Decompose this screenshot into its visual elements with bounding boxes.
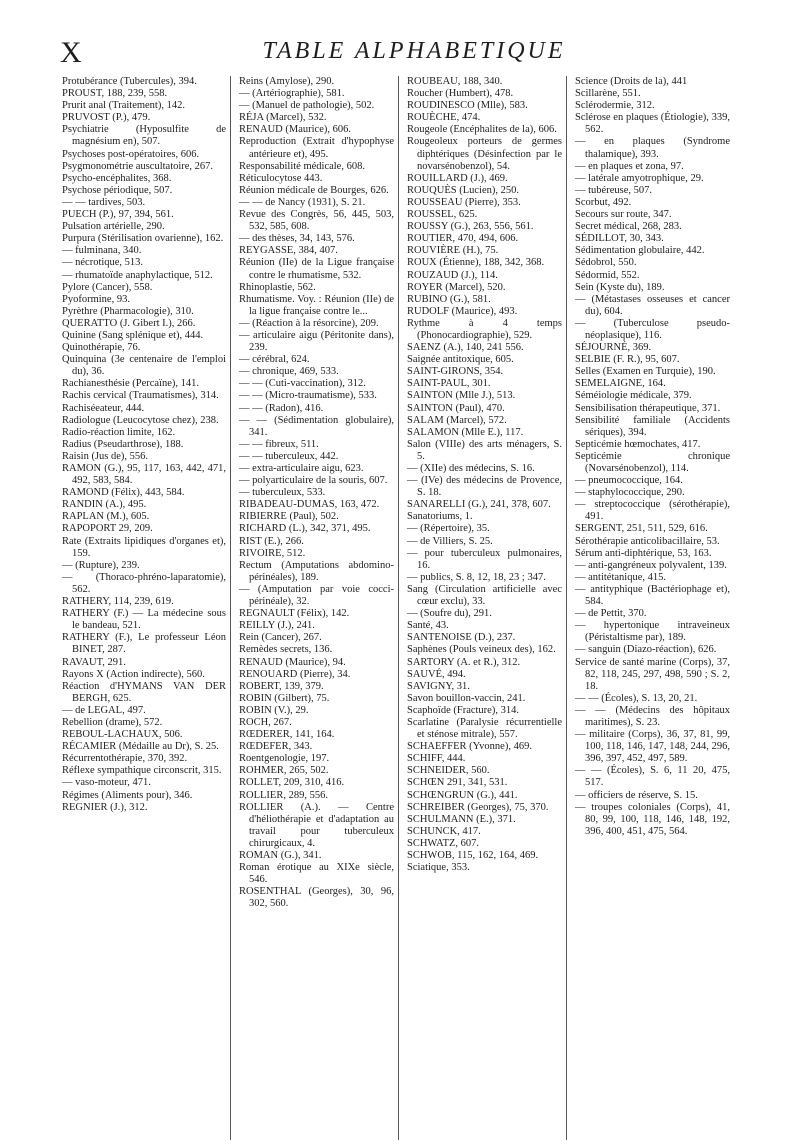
index-entry: — anti-gangréneux polyvalent, 139. <box>575 559 727 571</box>
index-column <box>230 76 398 1140</box>
index-entry: Rate (Extraits lipidiques d'organes et), 159. <box>62 535 226 559</box>
index-entry: — des thèses, 34, 143, 576. <box>239 233 355 245</box>
index-entry: — (Réaction à la résorcine), 209. <box>239 317 379 329</box>
index-entry: Sanatoriums, 1. <box>407 511 473 523</box>
index-entry: ROLLIER, 289, 556. <box>239 789 328 801</box>
index-entry: — cérébral, 624. <box>239 354 310 366</box>
index-entry: — pour tuberculeux pulmonaires, 16. <box>407 547 562 571</box>
index-entry: SEMELAIGNE, 164. <box>575 378 666 390</box>
index-entry: Rhinoplastie, 562. <box>239 281 316 293</box>
index-entry: Réticulocytose 443. <box>239 172 323 184</box>
index-entry: Sédormid, 552. <box>575 269 640 281</box>
index-entry: RIBIERRE (Paul), 502. <box>239 511 339 523</box>
index-entry: SÉJOURNÉ, 369. <box>575 342 652 354</box>
index-entry: Roentgenologie, 197. <box>239 753 330 765</box>
index-entry: RIVOIRE, 512. <box>239 547 306 559</box>
index-entry: Sensibilité familiale (Accidents sériques), 394. <box>575 414 730 438</box>
index-entry: RÉCAMIER (Médaille au Dr), S. 25. <box>62 741 219 753</box>
index-entry: Selles (Examen en Turquie), 190. <box>575 366 716 378</box>
index-entry: REGNIER (J.), 312. <box>62 801 148 813</box>
index-entry: — (Répertoire), 35. <box>407 523 490 535</box>
index-entry: Régimes (Aliments pour), 346. <box>62 789 193 801</box>
index-entry: Scarlatine (Paralysie récurrentielle et sténose mitrale), 557. <box>407 716 562 741</box>
index-entry: SÉDILLOT, 30, 343. <box>575 233 664 245</box>
index-entry: — — tuberculeux, 442. <box>239 450 339 462</box>
index-entry: Scorbut, 492. <box>575 196 632 208</box>
index-column <box>62 76 230 1140</box>
index-entry: — (IVe) des médecins de Provence, S. 18. <box>407 475 562 499</box>
index-entry: Psychose périodique, 507. <box>62 184 173 196</box>
index-entry: RAVAUT, 291. <box>62 656 126 668</box>
index-entry: QUERATTO (J. Gibert I.), 266. <box>62 317 196 329</box>
index-entry: — (Soufre du), 291. <box>407 608 492 620</box>
index-entry: ROUSSY (G.), 263, 556, 561. <box>407 221 534 233</box>
index-entry: SAINTON (Paul), 470. <box>407 402 505 414</box>
index-entry: RIBADEAU-DUMAS, 163, 472. <box>239 499 380 511</box>
index-entry: — militaire (Corps), 36, 37, 81, 99, 100, 118, 146, 147, 148, 244, 296, 396, 397, 452, 497, 589. <box>575 729 730 765</box>
index-entry: SALAMON (Mlle E.), 117. <box>407 426 524 438</box>
index-entry: Radiologue (Leucocytose chez), 238. <box>62 414 219 426</box>
index-entry: Raisin (Jus de), 556. <box>62 450 149 462</box>
index-entry: RIST (E.), 266. <box>239 535 304 547</box>
index-entry: — (Thoraco-phréno-laparatomie), 562. <box>62 571 226 595</box>
index-entry: — (Rupture), 239. <box>62 559 140 571</box>
index-entry: — latérale amyotrophique, 29. <box>575 172 704 184</box>
index-entry: REYGASSE, 384, 407. <box>239 245 338 257</box>
index-entry: Rectum (Amputations abdomino-périnéales), 189. <box>239 559 394 583</box>
index-entry: SANTENOISE (D.), 237. <box>407 632 516 644</box>
index-entry: — de Villiers, S. 25. <box>407 535 493 547</box>
index-entry: Savon bouillon-vaccin, 241. <box>407 692 526 704</box>
index-entry: Quinine (Sang splénique et), 444. <box>62 329 204 341</box>
page-title: TABLE ALPHABETIQUE <box>262 38 566 64</box>
index-entry: — (Métastases osseuses et cancer du), 604. <box>575 293 730 317</box>
index-entry: ROUDINESCO (Mlle), 583. <box>407 100 528 112</box>
index-entry: Rachianesthésie (Percaïne), 141. <box>62 378 200 390</box>
index-entry: ROUSSEL, 625. <box>407 209 478 221</box>
index-entry: Prurit anal (Traitement), 142. <box>62 100 185 112</box>
index-entry: SARTORY (A. et R.), 312. <box>407 656 521 668</box>
index-entry: — de Pettit, 370. <box>575 608 647 620</box>
index-entry: — publics, S. 8, 12, 18, 23 ; 347. <box>407 571 546 583</box>
index-entry: — antitétanique, 415. <box>575 571 666 583</box>
index-entry: Psychoses post-opératoires, 606. <box>62 148 200 160</box>
index-entry: Quinothérapie, 76. <box>62 342 141 354</box>
index-entry: Revue des Congrès, 56, 445, 503, 532, 585, 608. <box>239 209 394 233</box>
index-entry: Rhumatisme. Voy. : Réunion (IIe) de la ligue française contre le... <box>239 293 394 317</box>
index-entry: Science (Droits de la), 441 <box>575 76 688 87</box>
index-entry: SAINTON (Mlle J.), 513. <box>407 390 516 402</box>
index-entry: — chronique, 469, 533. <box>239 366 339 378</box>
index-entry: — (Tuberculose pseudo-néoplasique), 116. <box>575 317 730 341</box>
index-entry: Récurrentothérapie, 370, 392. <box>62 753 188 765</box>
index-entry: RŒDERER, 141, 164. <box>239 729 335 741</box>
index-entry: Rebellion (drame), 572. <box>62 716 163 728</box>
index-entry: PRUVOST (P.), 479. <box>62 112 151 124</box>
index-entry: ROUZAUD (J.), 114. <box>407 269 498 281</box>
index-entry: Rougeole (Encéphalites de la), 606. <box>407 124 557 136</box>
index-entry: — polyarticulaire de la souris, 607. <box>239 475 388 487</box>
index-entry: SAVIGNY, 31. <box>407 680 470 692</box>
index-entry: REBOUL-LACHAUX, 506. <box>62 729 183 741</box>
index-entry: — hypertonique intraveineux (Péristaltisme par), 189. <box>575 620 730 644</box>
index-entry: SCHULMANN (E.), 371. <box>407 813 516 825</box>
index-entry: Réaction d'HYMANS VAN DER BERGH, 625. <box>62 680 226 704</box>
index-entry: Sciatique, 353. <box>407 862 470 874</box>
index-entry: Saignée antitoxique, 605. <box>407 354 514 366</box>
index-entry: — officiers de réserve, S. 15. <box>575 789 698 801</box>
index-entry: ROMAN (G.), 341. <box>239 850 322 861</box>
index-entry: SAINT-PAUL, 301. <box>407 378 491 390</box>
index-entry: RATHERY (F.) — La médecine sous le bandeau, 521. <box>62 608 226 632</box>
index-entry: Pyrèthre (Pharmacologie), 310. <box>62 305 194 317</box>
index-entry: — — fibreux, 511. <box>239 438 319 450</box>
index-entry: — — (Radon), 416. <box>239 402 324 414</box>
index-entry: ROSENTHAL (Georges), 30, 96, 302, 560. <box>239 886 394 910</box>
index-entry: — nécrotique, 513. <box>62 257 144 269</box>
index-entry: ROUBEAU, 188, 340. <box>407 76 503 87</box>
index-entry: — streptococcique (sérothérapie), 491. <box>575 499 730 523</box>
index-entry: RATHERY, 114, 239, 619. <box>62 596 174 608</box>
index-entry: SCHŒNGRUN (G.), 441. <box>407 789 518 801</box>
index-entry: — — (Écoles), S. 6, 11 20, 475, 517. <box>575 765 730 789</box>
index-entry: SCHREIBER (Georges), 75, 370. <box>407 801 549 813</box>
index-entry: Sang (Circulation artificielle avec cœur exclu), 33. <box>407 583 562 608</box>
index-entry: ROHMER, 265, 502. <box>239 765 329 777</box>
index-entry: ROCH, 267. <box>239 716 292 728</box>
index-entry: ROUILLARD (J.), 469. <box>407 172 508 184</box>
index-entry: — (XIIe) des médecins, S. 16. <box>407 463 535 474</box>
index-entry: Radio-réaction limite, 162. <box>62 426 176 438</box>
index-entry: RŒDEFER, 343. <box>239 741 313 753</box>
index-entry: Rythme à 4 temps (Phonocardiographie), 529. <box>407 317 562 341</box>
index-entry: — pneumococcique, 164. <box>575 475 683 487</box>
page-number: X <box>60 36 83 69</box>
index-entry: Purpura (Stérilisation ovarienne), 162. <box>62 233 224 245</box>
index-entry: — articulaire aigu (Péritonite dans), 239. <box>239 329 394 354</box>
index-entry: Radius (Pseudarthrose), 188. <box>62 438 184 450</box>
index-entry: RENAUD (Maurice), 94. <box>239 656 346 668</box>
index-entry: — — tardives, 503. <box>62 196 146 208</box>
index-entry: Sensibilisation thérapeutique, 371. <box>575 402 721 414</box>
index-entry: Séméiologie médicale, 379. <box>575 390 692 402</box>
index-entry: Septicémie chronique (Novarsénobenzol), 114. <box>575 450 730 474</box>
index-entry: — staphylococcique, 290. <box>575 487 685 499</box>
index-entry: — extra-articulaire aigu, 623. <box>239 463 364 474</box>
index-entry: SAUVÉ, 494. <box>407 668 466 680</box>
index-entry: — — (Écoles), S. 13, 20, 21. <box>575 692 698 704</box>
index-entry: SAENZ (A.), 140, 241 556. <box>407 342 524 354</box>
index-entry: — en plaques et zona, 97. <box>575 160 684 172</box>
index-entry: RAMOND (Félix), 443, 584. <box>62 487 185 499</box>
index-entry: — — (Sédimentation globulaire), 341. <box>239 414 394 438</box>
index-column <box>566 76 734 1140</box>
index-entry: Service de santé marine (Corps), 37, 82, 118, 245, 297, 498, 590 ; S. 2, 18. <box>575 656 730 692</box>
index-entry: Remèdes secrets, 136. <box>239 644 333 656</box>
index-entry: Rachis cervical (Traumatismes), 314. <box>62 390 219 402</box>
index-entry: — (Artériographie), 581. <box>239 88 345 100</box>
index-entry: RUDOLF (Maurice), 493. <box>407 305 518 317</box>
index-entry: SAINT-GIRONS, 354. <box>407 366 504 378</box>
index-entry: SELBIE (F. R.), 95, 607. <box>575 354 680 366</box>
index-entry: Santé, 43. <box>407 620 449 632</box>
index-entry: SCHUNCK, 417. <box>407 825 481 837</box>
index-entry: Sein (Kyste du), 189. <box>575 281 665 293</box>
index-entry: SCHIFF, 444. <box>407 753 466 765</box>
index-entry: — de LEGAL, 497. <box>62 704 146 716</box>
index-entry: — (Manuel de pathologie), 502. <box>239 100 375 112</box>
index-entry: RANDIN (A.), 495. <box>62 499 147 511</box>
index-entry: ROLLET, 209, 310, 416. <box>239 777 345 789</box>
index-entry: SCHNEIDER, 560. <box>407 765 490 777</box>
index-entry: Sclérose en plaques (Étiologie), 339, 562. <box>575 112 730 136</box>
index-entry: Sédimentation globulaire, 442. <box>575 245 705 257</box>
index-entry: SCHWOB, 115, 162, 164, 469. <box>407 850 539 861</box>
index-entry: Saphènes (Pouls veineux des), 162. <box>407 644 556 656</box>
index-entry: ROUSSEAU (Pierre), 353. <box>407 196 521 208</box>
index-entry: Reins (Amylose), 290. <box>239 76 335 87</box>
index-entry: SCHŒN 291, 341, 531. <box>407 777 508 789</box>
index-entry: REILLY (J.), 241. <box>239 620 315 632</box>
index-entry: Sédobrol, 550. <box>575 257 637 269</box>
index-entry: SCHWATZ, 607. <box>407 837 480 849</box>
index-entry: Secours sur route, 347. <box>575 209 672 221</box>
index-entry: RAPLAN (M.), 605. <box>62 511 150 523</box>
index-entry: Pulsation artérielle, 290. <box>62 221 165 233</box>
index-entry: Scillarène, 551. <box>575 88 641 100</box>
index-entry: — — (Médecins des hôpitaux maritimes), S. 23. <box>575 704 730 728</box>
index-entry: RENAUD (Maurice), 606. <box>239 124 351 136</box>
index-entry: Rein (Cancer), 267. <box>239 632 322 644</box>
index-entry: Quinquina (3e centenaire de l'emploi du), 36. <box>62 354 226 378</box>
index-entry: Scaphoïde (Fracture), 314. <box>407 704 519 716</box>
index-entry: ROUTIER, 470, 494, 606. <box>407 233 519 245</box>
index-entry: SALAM (Marcel), 572. <box>407 414 507 426</box>
index-entry: Rougeoleux porteurs de germes diphtériques (Désinfection par le novarsénobenzol), 54. <box>407 136 562 172</box>
index-entry: PUECH (P.), 97, 394, 561. <box>62 209 174 221</box>
index-entry: — rhumatoïde anaphylactique, 512. <box>62 269 213 281</box>
index-entry: Sérothérapie anticolibacillaire, 53. <box>575 535 720 547</box>
index-entry: Secret médical, 268, 283. <box>575 221 682 233</box>
index-entry: — sanguin (Diazo-réaction), 626. <box>575 644 717 656</box>
index-entry: Roucher (Humbert), 478. <box>407 88 514 100</box>
index-entry: ROUX (Étienne), 188, 342, 368. <box>407 257 545 269</box>
index-entry: Psygmonométrie auscultatoire, 267. <box>62 160 214 172</box>
index-entry: — tuberculeux, 533. <box>239 487 326 499</box>
index-entry: Sclérodermie, 312. <box>575 100 655 112</box>
index-entry: ROUQUÈS (Lucien), 250. <box>407 184 519 196</box>
index-entry: — antityphique (Bactériophage et), 584. <box>575 583 730 608</box>
index-entry: Psychiatrie (Hyposulfite de magnésium en), 507. <box>62 124 226 148</box>
index-entry: Sérum anti-diphtérique, 53, 163. <box>575 547 712 559</box>
index-column <box>398 76 566 1140</box>
index-entry: Psycho-encéphalites, 368. <box>62 172 172 184</box>
index-entry: Réunion (IIe) de la Ligue française contre le rhumatisme, 532. <box>239 257 394 281</box>
index-entry: SANARELLI (G.), 241, 378, 607. <box>407 499 551 511</box>
index-entry: PROUST, 188, 239, 558. <box>62 88 168 100</box>
index-entry: RATHERY (F.), Le professeur Léon BINET, 287. <box>62 632 226 656</box>
index-entry: SERGENT, 251, 511, 529, 616. <box>575 523 708 535</box>
index-entry: REGNAULT (Félix), 142. <box>239 608 350 620</box>
index-entry: Rayons X (Action indirecte), 560. <box>62 668 205 680</box>
index-entry: — — (Micro-traumatisme), 533. <box>239 390 377 402</box>
index-entry: Protubérance (Tubercules), 394. <box>62 76 197 87</box>
index-entry: RUBINO (G.), 581. <box>407 293 491 305</box>
index-entry: Responsabilité médicale, 608. <box>239 160 365 172</box>
index-entry: RAMON (G.), 95, 117, 163, 442, 471, 492, 583, 584. <box>62 463 226 487</box>
index-entry: — (Amputation par voie cocci-périnéale), 32. <box>239 583 394 608</box>
index-entry: Pylore (Cancer), 558. <box>62 281 153 293</box>
index-entry: SCHAEFFER (Yvonne), 469. <box>407 741 532 753</box>
index-entry: ROBIN (V.), 29. <box>239 704 309 716</box>
index-entry: ROBIN (Gilbert), 75. <box>239 692 330 704</box>
index-entry: Réunion médicale de Bourges, 626. <box>239 184 389 196</box>
index-entry: — fulminana, 340. <box>62 245 142 257</box>
index-entry: Septicémie hœmochates, 417. <box>575 438 701 450</box>
index-entry: ROUVIÈRE (H.), 75. <box>407 245 499 257</box>
index-entry: Rachiséeateur, 444. <box>62 402 145 414</box>
index-entry: Salon (VIIIe) des arts ménagers, S. 5. <box>407 438 562 462</box>
index-entry: ROBERT, 139, 379. <box>239 680 324 692</box>
index-entry: — — de Nancy (1931), S. 21. <box>239 196 366 208</box>
index-entry: Reproduction (Extrait d'hypophyse antérieure et), 495. <box>239 136 394 160</box>
index-entry: RAPOPORT 29, 209. <box>62 523 153 535</box>
index-entry: — troupes coloniales (Corps), 41, 80, 99, 100, 118, 146, 148, 192, 396, 400, 451, 475, 564. <box>575 801 730 837</box>
index-entry: Pyoformine, 93. <box>62 293 130 305</box>
index-entry: Réflexe sympathique circonscrit, 315. <box>62 765 222 777</box>
index-entry: — tubéreuse, 507. <box>575 184 652 196</box>
index-entry: ROLLIER (A.). — Centre d'héliothérapie et d'adaptation au travail pour tuberculeux chirurgicaux, 4. <box>239 801 394 849</box>
index-entry: ROUÈCHE, 474. <box>407 112 481 124</box>
index-entry: — — (Cuti-vaccination), 312. <box>239 378 366 390</box>
index-entry: RÉJA (Marcel), 532. <box>239 112 327 124</box>
index-entry: RICHARD (L.), 342, 371, 495. <box>239 523 371 535</box>
index-entry: ROYER (Marcel), 520. <box>407 281 506 293</box>
index-entry: RENOUARD (Pierre), 34. <box>239 668 351 680</box>
index-entry: — vaso-moteur, 471. <box>62 777 151 789</box>
index-columns <box>62 76 780 1140</box>
index-entry: — en plaques (Syndrome thalamique), 393. <box>575 136 730 160</box>
index-entry: Roman érotique au XIXe siècle, 546. <box>239 862 394 886</box>
